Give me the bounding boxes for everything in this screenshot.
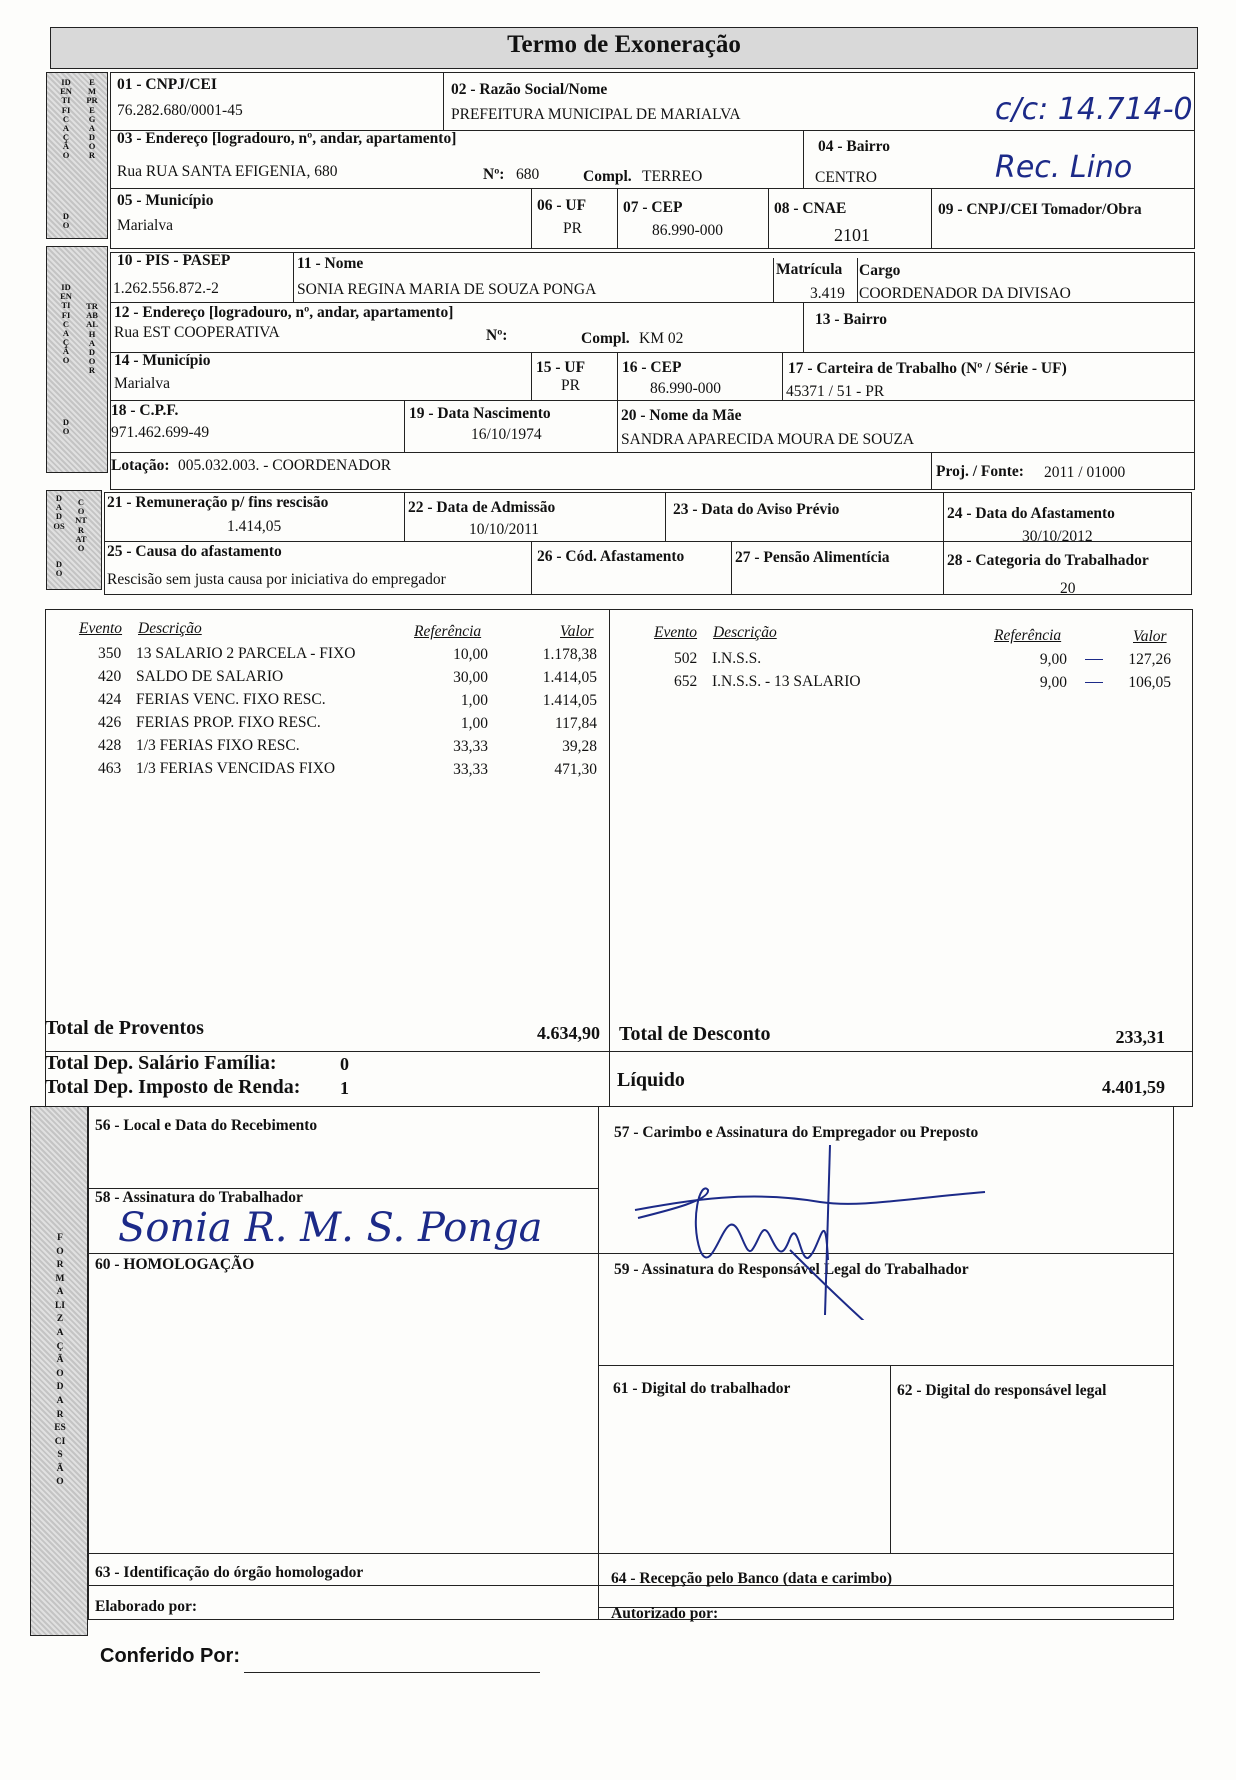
endereco-value: Rua RUA SANTA EFIGENIA, 680	[117, 163, 338, 180]
nasc-value: 16/10/1974	[471, 426, 542, 443]
field-label: 21 - Remuneração p/ fins rescisão	[107, 494, 329, 511]
lotacao-value: 005.032.003. - COORDENADOR	[178, 457, 392, 474]
field-label: 28 - Categoria do Trabalhador	[947, 552, 1149, 569]
side-text: EMPREGADOR	[86, 77, 98, 161]
field-label: 17 - Carteira de Trabalho (Nº / Série - UF)	[788, 360, 1067, 377]
field-label: 22 - Data de Admissão	[408, 499, 556, 516]
mae-value: SANDRA APARECIDA MOURA DE SOUZA	[621, 431, 915, 448]
conferido-line	[244, 1672, 540, 1673]
col-header-descricao: Descrição	[713, 624, 777, 641]
col-header-valor: Valor	[560, 623, 594, 640]
cpf-value: 971.462.699-49	[111, 424, 210, 441]
side-text: CONTRATO	[75, 497, 87, 553]
col-header-descricao: Descrição	[138, 620, 202, 637]
field-label: 27 - Pensão Alimentícia	[735, 549, 890, 566]
field-label: 04 - Bairro	[818, 138, 891, 155]
field-label: 15 - UF	[536, 359, 586, 376]
event-reference: 9,00	[1039, 674, 1067, 691]
event-reference: 1,00	[460, 692, 488, 709]
field-label: 02 - Razão Social/Nome	[451, 81, 608, 98]
field-label: Cargo	[859, 262, 901, 279]
field-label: 59 - Assinatura do Responsável Legal do Trabalhador	[614, 1261, 969, 1278]
field-label: 25 - Causa do afastamento	[107, 543, 282, 560]
razao-value: PREFEITURA MUNICIPAL DE MARIALVA	[451, 106, 741, 123]
compl-value: KM 02	[639, 330, 684, 347]
field-label: 58 - Assinatura do Trabalhador	[95, 1189, 303, 1206]
field-label: 06 - UF	[537, 197, 587, 214]
event-code: 350	[98, 645, 122, 662]
field-label: 60 - HOMOLOGAÇÃO	[95, 1256, 255, 1273]
afastamento-value: 30/10/2012	[1022, 528, 1093, 545]
causa-value: Rescisão sem justa causa por iniciativa do empregador	[107, 571, 446, 588]
event-code: 463	[98, 760, 122, 777]
handwritten-note: c/c: 14.714-0	[995, 92, 1193, 127]
familia-label: Total Dep. Salário Família:	[45, 1052, 277, 1074]
remuneracao-value: 1.414,05	[227, 518, 282, 535]
side-text: IDENTIFICAÇÃO	[60, 77, 72, 161]
field-label: 16 - CEP	[622, 359, 682, 376]
liquido-label: Líquido	[617, 1069, 685, 1091]
side-text: DO	[55, 559, 63, 579]
handwritten-note: Rec. Lino	[995, 150, 1133, 185]
field-label: Compl.	[583, 168, 632, 185]
field-label: Elaborado por:	[95, 1598, 198, 1615]
field-label: 64 - Recepção pelo Banco (data e carimbo)	[611, 1570, 893, 1587]
field-label: Nº:	[486, 327, 508, 344]
event-code: 502	[674, 650, 698, 667]
field-label: 01 - CNPJ/CEI	[117, 76, 217, 93]
total-desconto-value: 233,31	[1115, 1027, 1165, 1047]
cep-value: 86.990-000	[650, 380, 722, 397]
proj-value: 2011 / 01000	[1044, 464, 1126, 481]
event-reference: 9,00	[1039, 651, 1067, 668]
nome-value: SONIA REGINA MARIA DE SOUZA PONGA	[297, 281, 597, 298]
worker-signature: Sonia R. M. S. Ponga	[118, 1205, 543, 1251]
liquido-value: 4.401,59	[1102, 1077, 1165, 1097]
event-value: 1.414,05	[542, 669, 597, 686]
field-label: 09 - CNPJ/CEI Tomador/Obra	[938, 201, 1142, 218]
cnpj-value: 76.282.680/0001-45	[117, 102, 243, 119]
event-description: 1/3 FERIAS FIXO RESC.	[136, 737, 300, 754]
event-value: 471,30	[554, 761, 597, 778]
cep-value: 86.990-000	[652, 222, 724, 239]
field-label: 26 - Cód. Afastamento	[537, 548, 685, 565]
field-label: Autorizado por:	[611, 1605, 719, 1622]
event-code: 424	[98, 691, 122, 708]
field-label: 13 - Bairro	[815, 311, 888, 328]
field-label: 14 - Município	[114, 352, 211, 369]
employer-signature-icon	[630, 1140, 990, 1320]
event-description: 1/3 FERIAS VENCIDAS FIXO	[136, 760, 336, 777]
cargo-value: COORDENADOR DA DIVISAO	[859, 285, 1071, 302]
event-value: 1.178,38	[542, 646, 597, 663]
event-description: I.N.S.S.	[712, 650, 762, 667]
field-label: Nº:	[483, 166, 505, 183]
event-description: 13 SALARIO 2 PARCELA - FIXO	[136, 645, 356, 662]
total-desconto-label: Total de Desconto	[619, 1023, 771, 1045]
field-label: 07 - CEP	[623, 199, 683, 216]
municipio-value: Marialva	[117, 217, 173, 234]
familia-value: 0	[340, 1054, 349, 1074]
event-code: 428	[98, 737, 122, 754]
event-description: FERIAS VENC. FIXO RESC.	[136, 691, 326, 708]
event-reference: 33,33	[453, 761, 488, 778]
field-label: 57 - Carimbo e Assinatura do Empregador ou Preposto	[614, 1124, 979, 1141]
event-reference: 10,00	[453, 646, 488, 663]
event-description: SALDO DE SALARIO	[136, 668, 284, 685]
field-label: 63 - Identificação do órgão homologador	[95, 1564, 364, 1581]
event-description: I.N.S.S. - 13 SALARIO	[712, 673, 861, 690]
event-value: 127,26	[1128, 651, 1171, 668]
categoria-value: 20	[1060, 580, 1076, 597]
field-label: 20 - Nome da Mãe	[621, 407, 742, 424]
field-label: Matrícula	[776, 261, 843, 278]
admissao-value: 10/10/2011	[469, 521, 540, 538]
ctps-value: 45371 / 51 - PR	[786, 383, 885, 400]
uf-value: PR	[561, 377, 580, 394]
side-text: DO	[62, 417, 70, 437]
col-header-referencia: Referência	[994, 627, 1062, 644]
field-label: 12 - Endereço [logradouro, nº, andar, apartamento]	[114, 304, 454, 321]
ir-value: 1	[340, 1078, 349, 1098]
page-title: Termo de Exoneração	[507, 31, 741, 58]
event-code: 426	[98, 714, 122, 731]
field-label: 61 - Digital do trabalhador	[613, 1380, 791, 1397]
side-text: IDENTIFICAÇÃO	[60, 282, 72, 366]
event-code: 652	[674, 673, 698, 690]
side-text: DADOS	[53, 493, 65, 531]
handwritten-dash	[1085, 659, 1103, 660]
ir-label: Total Dep. Imposto de Renda:	[45, 1076, 301, 1098]
total-proventos-label: Total de Proventos	[45, 1017, 204, 1039]
col-header-evento: Evento	[654, 624, 698, 641]
col-header-referencia: Referência	[414, 623, 482, 640]
field-label: 62 - Digital do responsável legal	[897, 1382, 1107, 1399]
municipio-value: Marialva	[114, 375, 170, 392]
side-text: DO	[62, 211, 70, 231]
side-label-employer	[46, 72, 108, 239]
event-value: 1.414,05	[542, 692, 597, 709]
field-label: 23 - Data do Aviso Prévio	[673, 501, 840, 518]
pis-value: 1.262.556.872.-2	[113, 280, 219, 297]
endereco-value: Rua EST COOPERATIVA	[114, 324, 280, 341]
matricula-value: 3.419	[810, 285, 845, 302]
numero-value: 680	[516, 166, 540, 183]
event-value: 117,84	[554, 715, 597, 732]
field-label: 24 - Data do Afastamento	[947, 505, 1115, 522]
field-label: 08 - CNAE	[774, 200, 847, 217]
field-label: Compl.	[581, 330, 630, 347]
field-label: 19 - Data Nascimento	[409, 405, 551, 422]
event-reference: 30,00	[453, 669, 488, 686]
event-value: 106,05	[1128, 674, 1171, 691]
col-header-evento: Evento	[79, 620, 123, 637]
field-label: 56 - Local e Data do Recebimento	[95, 1117, 318, 1134]
handwritten-dash	[1085, 682, 1103, 683]
field-label: 10 - PIS - PASEP	[117, 252, 231, 269]
event-description: FERIAS PROP. FIXO RESC.	[136, 714, 321, 731]
total-proventos-value: 4.634,90	[537, 1023, 600, 1043]
field-label: 11 - Nome	[297, 255, 364, 272]
field-label: 18 - C.P.F.	[111, 402, 179, 419]
conferido-label: Conferido Por:	[100, 1645, 240, 1667]
event-value: 39,28	[562, 738, 597, 755]
col-header-valor: Valor	[1133, 628, 1167, 645]
field-label: Proj. / Fonte:	[936, 463, 1024, 480]
uf-value: PR	[563, 220, 582, 237]
side-label-employee	[46, 246, 108, 473]
event-reference: 33,33	[453, 738, 488, 755]
side-text: FORMALIZAÇÃO DA RESCISÃO	[54, 1233, 66, 1488]
side-text: TRABALHADOR	[86, 301, 98, 376]
compl-value: TERREO	[642, 168, 703, 185]
event-reference: 1,00	[460, 715, 488, 732]
field-label: Lotação:	[111, 457, 170, 474]
event-code: 420	[98, 668, 122, 685]
field-label: 05 - Município	[117, 192, 214, 209]
cnae-value: 2101	[834, 225, 870, 245]
field-label: 03 - Endereço [logradouro, nº, andar, apartamento]	[117, 130, 457, 147]
bairro-value: CENTRO	[815, 169, 877, 186]
